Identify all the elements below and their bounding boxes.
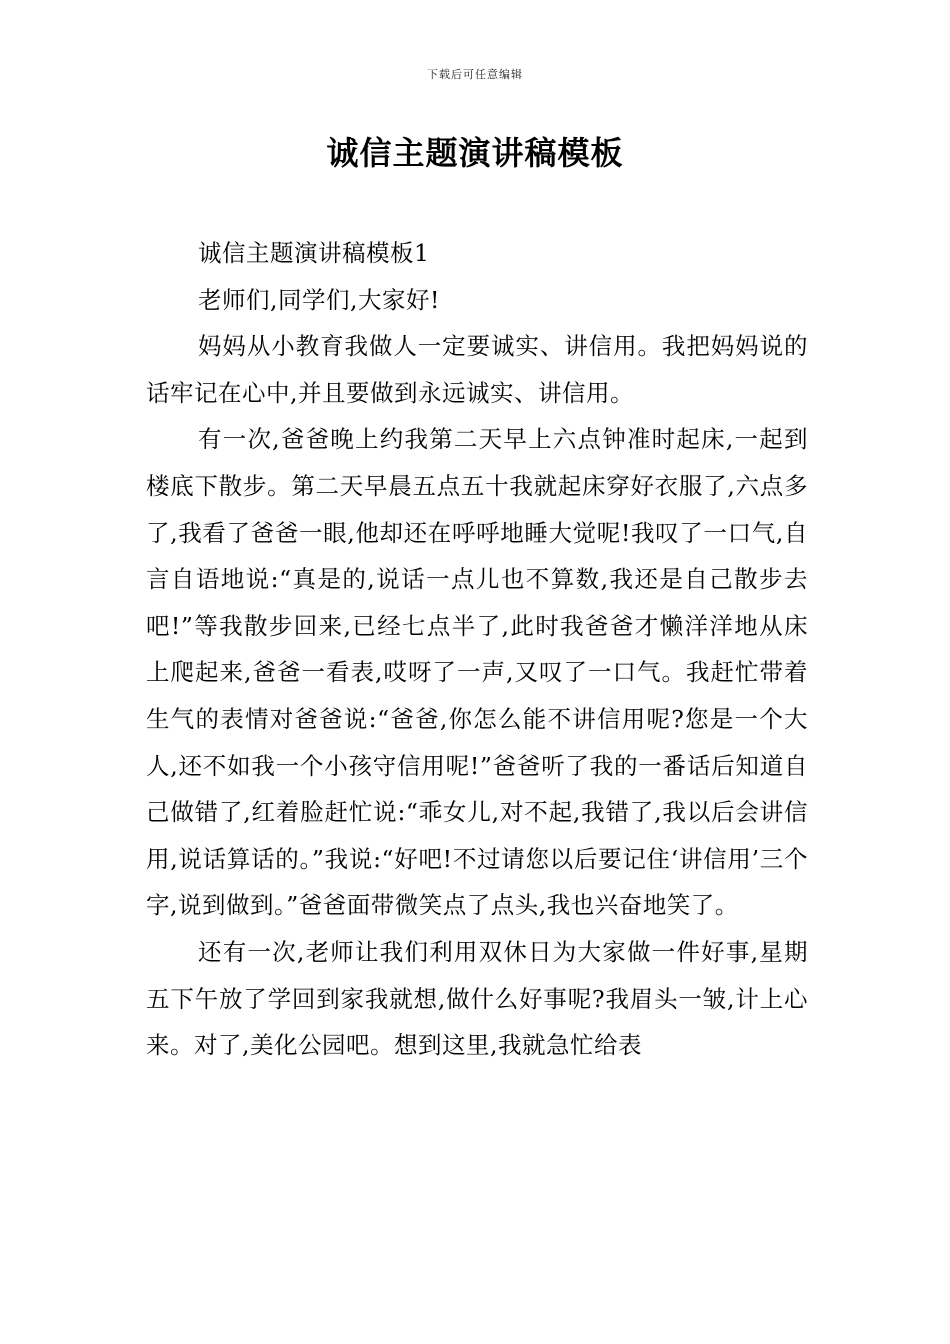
paragraph-subtitle: 诚信主题演讲稿模板1 bbox=[198, 239, 430, 267]
paragraph-greeting: 老师们,同学们,大家好! bbox=[198, 285, 440, 314]
document-title: 诚信主题演讲稿模板 bbox=[326, 134, 624, 172]
paragraph: 有一次,爸爸晚上约我第二天早上六点钟准时起床,一起到楼底下散步。第二天早晨五点五十我就起床穿好衣服了,六点多了,我看了爸爸一眼,他却还在呼呼地睡大觉呢!我叹了一口气,自言自语地说:“真是的,说话一点儿也不算数,我还是自己散步去吧!”等我散步回来,已经七点半了,此时我爸爸才懒洋洋地从床上爬起来,爸爸一看表,哎呀了一声,又叹了一口气。我赶忙带着生气的表情对爸爸说:“爸爸,你怎么能不讲信用呢?您是一个大人,还不如我一个小孩守信用呢!”爸爸听了我的一番话后知道自己做错了,红着脸赶忙说:“乖女儿,对不起,我错了,我以后会讲信用,说话算话的。”我说:“好吧!不过请您以后要记住‘讲信用’三个字,说到做到。”爸爸面带微笑点了点头,我也兴奋地笑了。 bbox=[146, 425, 808, 920]
document-body bbox=[146, 230, 808, 1069]
paragraph: 妈妈从小教育我做人一定要诚实、讲信用。我把妈妈说的话牢记在心中,并且要做到永远诚实、讲信用。 bbox=[146, 332, 808, 407]
header-note: 下载后可任意编辑 bbox=[427, 68, 523, 81]
paragraph: 还有一次,老师让我们利用双休日为大家做一件好事,星期五下午放了学回到家我就想,做什么好事呢?我眉头一皱,计上心来。对了,美化公园吧。想到这里,我就急忙给表 bbox=[146, 937, 808, 1060]
